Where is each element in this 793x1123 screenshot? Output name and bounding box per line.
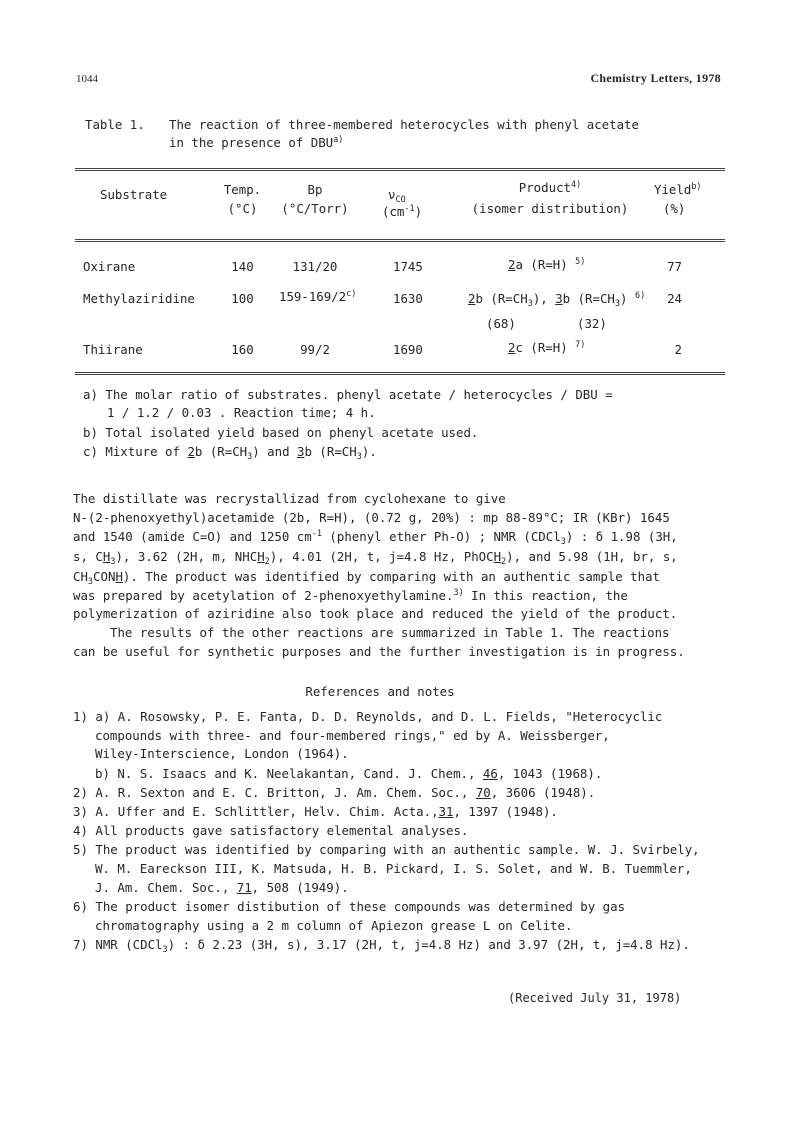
ref-1c: Wiley-Interscience, London (1964). xyxy=(95,746,349,761)
table-top-rule-2 xyxy=(75,170,725,171)
journal-header: Chemistry Letters, 1978 xyxy=(590,71,721,85)
body-line-8: The results of the other reactions are summarized in Table 1. The reactions xyxy=(110,625,670,640)
header-bp: Bp xyxy=(307,182,323,197)
footnote-c: c) Mixture of 2b $(R=CH_3)$ and 3b $(R=CH_3)$. xyxy=(83,444,377,462)
header-product: Product$^{4)}$ xyxy=(518,180,582,195)
row-methylaziridine-bp: 159-169/2$^{c)}$ xyxy=(279,289,357,304)
table-header-rule xyxy=(75,239,725,240)
ref-6b: chromatography using a 2 m column of Apiezon grease L on Celite. xyxy=(95,918,573,933)
table-caption-label: Table 1. xyxy=(85,117,145,132)
row-oxirane-yield: 77 xyxy=(667,259,682,274)
body-line-1: The distillate was recrystallizad from cyclohexane to give xyxy=(73,491,506,506)
body-line-4: s, $CH_3$), 3.62 (2H, m, $NHCH_2$), 4.01 (2H, t, j=4.8 Hz, PhOCH$_2$), and 5.98 (1H, br, s, xyxy=(73,549,678,567)
ref-2: 2) A. R. Sexton and E. C. Britton, J. Am. Chem. Soc., 70, 3606 (1948). xyxy=(73,785,596,800)
table-bottom-rule xyxy=(75,372,725,373)
footnote-a-line2: 1 / 1.2 / 0.03 . Reaction time; 4 h. xyxy=(107,405,376,420)
row-methylaziridine-yield: 24 xyxy=(667,291,682,306)
row-thiirane-nu: 1690 xyxy=(393,342,423,357)
body-line-7: polymerization of aziridine also took place and reduced the yield of the product. xyxy=(73,606,678,621)
row-methylaziridine-product: 2b $(R=CH_3)$, 3b $(R=CH_3)$ $^{6)}$ xyxy=(468,291,646,309)
row-thiirane-yield: 2 xyxy=(674,342,682,357)
header-nu: $\nu_{CO}$ xyxy=(388,187,406,205)
header-product-sub: (isomer distribution) xyxy=(471,201,629,216)
footnote-b: b) Total isolated yield based on phenyl acetate used. xyxy=(83,425,479,440)
row-methylaziridine-dist2: (32) xyxy=(577,316,607,331)
row-methylaziridine-nu: 1630 xyxy=(393,291,423,306)
references-title: References and notes xyxy=(305,684,455,699)
header-nu-unit: $(cm^{-1})$ xyxy=(382,204,423,219)
header-temp-unit: (°C) xyxy=(227,201,258,216)
header-yield-unit: (%) xyxy=(663,201,686,216)
row-thiirane-temp: 160 xyxy=(231,342,254,357)
body-line-6: was prepared by acetylation of 2-phenoxyethylamine.$^{3)}$ In this reaction, the xyxy=(73,588,628,603)
header-bp-unit: (°C/Torr) xyxy=(281,201,349,216)
row-methylaziridine-temp: 100 xyxy=(231,291,254,306)
ref-1a: 1) a) A. Rosowsky, P. E. Fanta, D. D. Reynolds, and D. L. Fields, "Heterocyclic xyxy=(73,709,663,724)
body-line-5: $CH_3CONH$). The product was identified by comparing with an authentic sample that xyxy=(73,569,661,587)
received-date: (Received July 31, 1978) xyxy=(508,991,682,1005)
row-oxirane-substrate: Oxirane xyxy=(83,259,136,274)
row-thiirane-product: 2c (R=H) $^{7)}$ xyxy=(508,340,586,355)
body-line-3: and 1540 (amide C=O) and 1250 $cm^{-1}$ (phenyl ether Ph-O) ; NMR (CDCl$_3$) : δ 1.98 (3H, xyxy=(73,529,678,547)
row-oxirane-product: 2a (R=H) $^{5)}$ xyxy=(508,257,586,272)
table-caption-line1: The reaction of three-membered heterocycles with phenyl acetate xyxy=(169,117,639,132)
footnote-a-line1: a) The molar ratio of substrates. phenyl acetate / heterocycles / DBU = xyxy=(83,387,613,402)
ref-1d: b) N. S. Isaacs and K. Neelakantan, Cand. J. Chem., 46, 1043 (1968). xyxy=(95,766,603,781)
ref-5b: W. M. Eareckson III, K. Matsuda, H. B. Pickard, I. S. Solet, and W. B. Tuemmler, xyxy=(95,861,692,876)
header-temp: Temp. xyxy=(223,182,262,197)
row-methylaziridine-substrate: Methylaziridine xyxy=(83,291,195,306)
ref-1b: compounds with three- and four-membered rings," ed by A. Weissberger, xyxy=(95,728,610,743)
ref-5a: 5) The product was identified by comparing with an authentic sample. W. J. Svirbely, xyxy=(73,842,700,857)
body-line-9: can be useful for synthetic purposes and the further investigation is in progress. xyxy=(73,644,685,659)
header-substrate: Substrate xyxy=(100,187,168,202)
table-caption-line2: in the presence of DBU$^{a)}$ xyxy=(169,135,344,150)
body-line-2: N-(2-phenoxyethyl)acetamide (2b, R=H), (0.72 g, 20%) : mp 88-89°C; IR (KBr) 1645 xyxy=(73,510,670,525)
row-thiirane-substrate: Thiirane xyxy=(83,342,143,357)
row-oxirane-nu: 1745 xyxy=(393,259,423,274)
table-top-rule xyxy=(75,168,725,169)
ref-7: 7) NMR (CDCl$_3$) : δ 2.23 (3H, s), 3.17 (2H, t, j=4.8 Hz) and 3.97 (2H, t, j=4.8 Hz). xyxy=(73,937,690,955)
table-bottom-rule-2 xyxy=(75,374,725,375)
row-methylaziridine-dist1: (68) xyxy=(486,316,516,331)
ref-4: 4) All products gave satisfactory elemental analyses. xyxy=(73,823,469,838)
row-oxirane-bp: 131/20 xyxy=(292,259,338,274)
header-yield: Yield$^{b)}$ xyxy=(654,182,702,197)
row-oxirane-temp: 140 xyxy=(231,259,254,274)
ref-5c: J. Am. Chem. Soc., 71, 508 (1949). xyxy=(95,880,349,895)
row-thiirane-bp: 99/2 xyxy=(300,342,330,357)
ref-3: 3) A. Uffer and E. Schlittler, Helv. Chim. Acta.,31, 1397 (1948). xyxy=(73,804,558,819)
ref-6a: 6) The product isomer distibution of these compounds was determined by gas xyxy=(73,899,626,914)
table-header-rule-2 xyxy=(75,241,725,242)
page-number: 1044 xyxy=(76,73,98,85)
